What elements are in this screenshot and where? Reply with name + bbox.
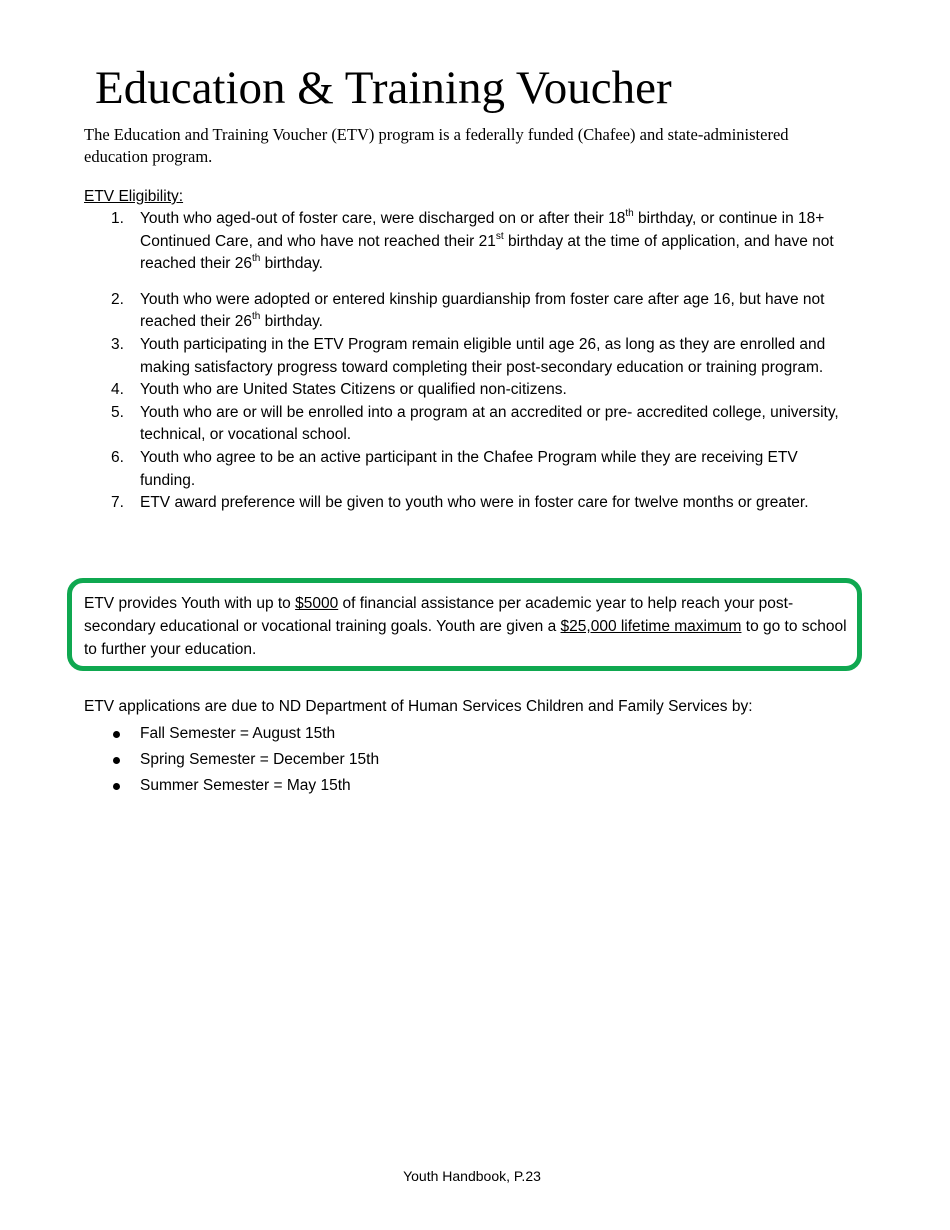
eligibility-item-1: 1. Youth who aged-out of foster care, were discharged on or after their 18th birthday, or continue in 18+ Continued Care, and who have not reached their 21st birthday at the time of application, and have not reached their 26th birthday.: [111, 208, 834, 273]
callout-text: ETV provides Youth with up to $5000 of financial assistance per academic year to help reach your post-secondary educational or vocational training goals. Youth are given a $25,000 lifetime maximum to go to school to further your education.: [84, 595, 847, 658]
intro-paragraph: The Education and Training Voucher (ETV) program is a federally funded (Chafee) and state-administered education program.: [84, 125, 789, 166]
eligibility-item-4: 4. Youth who are United States Citizens or qualified non-citizens.: [84, 379, 854, 402]
bullet-icon: [113, 757, 120, 764]
item-number: 2.: [111, 290, 124, 308]
item-number: 6.: [111, 448, 124, 466]
eligibility-item-5: 5. Youth who are or will be enrolled into a program at an accredited or pre- accredited college, university, technical, or vocational school.: [111, 403, 839, 444]
item-number: 1.: [111, 210, 124, 227]
deadline-list: [84, 721, 379, 799]
deadline-item-spring: Spring Semester = December 15th: [84, 747, 379, 773]
annual-amount: $5000: [295, 595, 339, 612]
eligibility-item-3: 3. Youth participating in the ETV Program remain eligible until age 26, as long as they are enrolled and making satisfactory progress toward completing their post-secondary education or training program.: [111, 335, 826, 376]
eligibility-list: [84, 208, 854, 515]
eligibility-item-2: 2. Youth who were adopted or entered kinship guardianship from foster care after age 16, but have not reached their 26th birthday.: [111, 290, 825, 331]
applications-intro: ETV applications are due to ND Department of Human Services Children and Family Services by:: [84, 698, 753, 715]
item-number: 4.: [111, 381, 124, 399]
page-title: Education & Training Voucher: [95, 62, 672, 114]
eligibility-item-6: 6. Youth who agree to be an active participant in the Chafee Program while they are receiving ETV funding.: [111, 448, 798, 489]
eligibility-item-7: 7. ETV award preference will be given to youth who were in foster care for twelve months or greater.: [84, 492, 854, 515]
item-number: 5.: [111, 403, 124, 421]
bullet-icon: [113, 783, 120, 790]
item-number: 3.: [111, 335, 124, 353]
item-number: 7.: [111, 494, 124, 512]
eligibility-heading: ETV Eligibility:: [84, 188, 184, 205]
bullet-icon: [113, 731, 120, 738]
deadline-item-summer: Summer Semester = May 15th: [84, 773, 379, 799]
page-footer: Youth Handbook, P.23: [403, 1168, 541, 1184]
deadline-item-fall: Fall Semester = August 15th: [84, 721, 379, 747]
lifetime-maximum: $25,000 lifetime maximum: [560, 618, 742, 635]
